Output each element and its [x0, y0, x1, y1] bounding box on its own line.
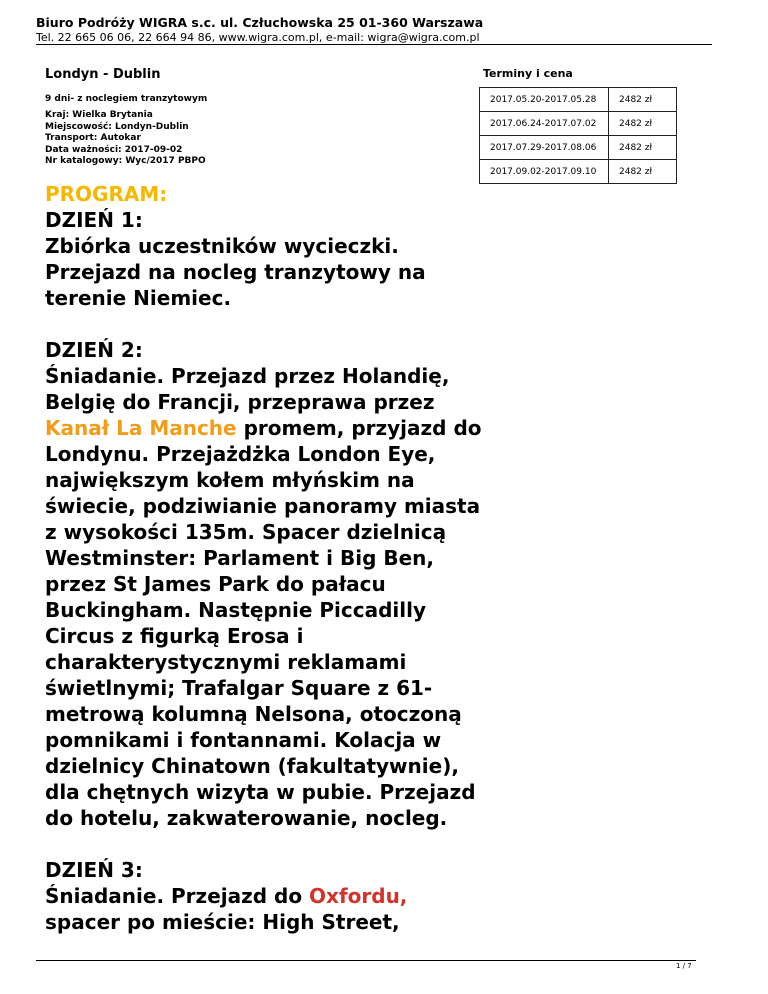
detail-catalog-number: Nr katalogowy: Wyc/2017 PBPO: [45, 156, 206, 166]
terms-heading: Terminy i cena: [483, 67, 573, 80]
program-label: PROGRAM:: [45, 182, 168, 206]
day-3-heading: DZIEŃ 3:: [45, 858, 143, 882]
footer-divider: [36, 960, 696, 961]
term-price: 2482 zł: [609, 136, 677, 160]
trip-duration: 9 dni- z noclegiem tranzytowym: [45, 94, 208, 104]
table-row: [480, 88, 677, 112]
day-1-text: Zbiórka uczestników wycieczki. Przejazd na nocleg tranzytowy na terenie Niemiec.: [45, 234, 426, 310]
day-3-text-before: Śniadanie. Przejazd do: [45, 884, 310, 908]
term-price: 2482 zł: [609, 160, 677, 184]
day-2: [45, 337, 485, 831]
term-dates: 2017.05.20-2017.05.28: [480, 88, 609, 112]
day-2-text-before: Śniadanie. Przejazd przez Holandię, Belgię do Francji, przeprawa przez: [45, 364, 450, 414]
day-1: [45, 207, 485, 311]
day-2-heading: DZIEŃ 2:: [45, 338, 143, 362]
detail-country: Kraj: Wielka Brytania: [45, 110, 153, 120]
day-3-text-after: spacer po mieście: High Street,: [45, 910, 400, 934]
detail-transport: Transport: Autokar: [45, 133, 141, 143]
detail-destination: Miejscowość: Londyn-Dublin: [45, 121, 189, 132]
term-dates: 2017.06.24-2017.07.02: [480, 112, 609, 136]
day-1-heading: DZIEŃ 1:: [45, 208, 143, 232]
page-number: 1 / 7: [676, 962, 692, 970]
term-price: 2482 zł: [609, 112, 677, 136]
table-row: [480, 160, 677, 184]
term-price: 2482 zł: [609, 88, 677, 112]
program-section: [45, 181, 485, 961]
trip-title: Londyn - Dublin: [45, 67, 161, 82]
trip-details: [45, 110, 206, 168]
detail-validity: Data ważności: 2017-09-02: [45, 144, 183, 155]
term-dates: 2017.07.29-2017.08.06: [480, 136, 609, 160]
page-header: [36, 15, 728, 45]
table-row: [480, 112, 677, 136]
table-row: [480, 136, 677, 160]
place-link-la-manche: Kanał La Manche: [45, 416, 237, 440]
term-dates: 2017.09.02-2017.09.10: [480, 160, 609, 184]
terms-table: [479, 87, 677, 184]
place-link-oxford: Oxfordu,: [309, 884, 408, 908]
agency-name: Biuro Podróży WIGRA s.c. ul. Człuchowska 25 01-360 Warszawa: [36, 15, 484, 30]
agency-contact: Tel. 22 665 06 06, 22 664 94 86, www.wigra.com.pl, e-mail: wigra@wigra.com.pl: [36, 31, 480, 44]
day-2-text-after: promem, przyjazd do Londynu. Przejażdżka London Eye, największym kołem młyńskim na świecie, podziwianie panoramy miasta z wysokości 135m. Spacer dzielnicą Westminster: Parlament i Big Ben, przez St James Park do pałacu Buckingham. Następnie Piccadilly Circus z figurką Erosa i charakterystycznymi reklamami świetlnymi; Trafalgar Square z 61-metrową kolumną Nelsona, otoczoną pomnikami i fontannami. Kolacja w dzielnicy Chinatown (fakultatywnie), dla chętnych wizyta w pubie. Przejazd do hotelu, zakwaterowanie, nocleg.: [45, 416, 482, 830]
day-3: [45, 857, 485, 935]
header-divider: [36, 44, 712, 45]
